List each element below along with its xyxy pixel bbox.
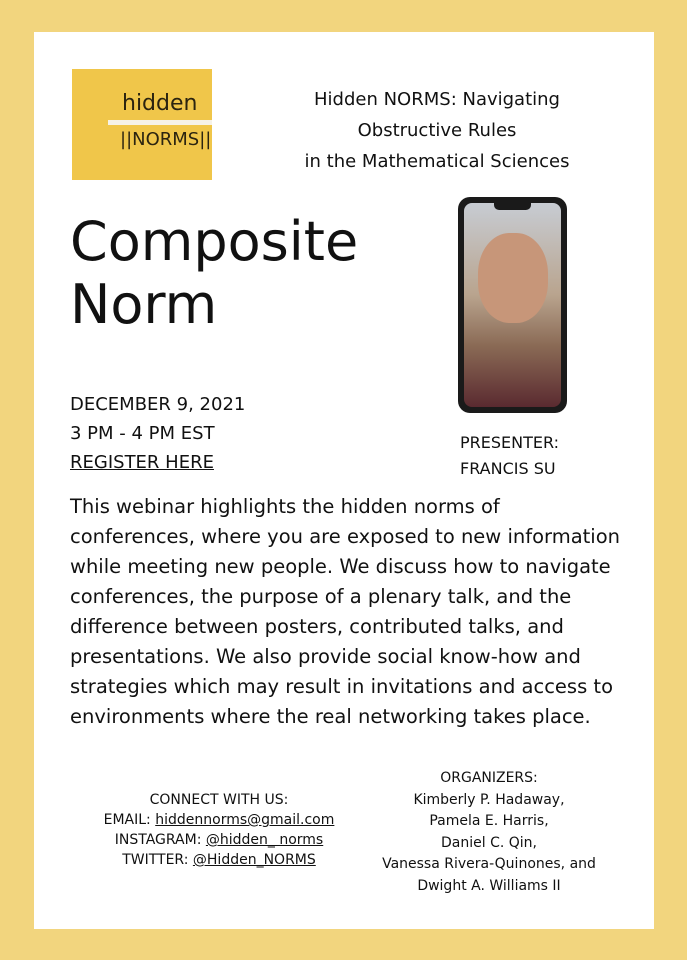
organizer-name: Pamela E. Harris, (429, 813, 549, 829)
presenter-name: FRANCIS SU (460, 459, 556, 478)
organizer-name: Dwight A. Williams II (417, 877, 561, 894)
organizers-heading: ORGANIZERS: (440, 770, 538, 786)
description: This webinar highlights the hidden norms of conferences, where you are exposed to new information while meeting new people. We discuss how to navigate conferences, the purpose of a plenary talk, and the difference between posters, contributed talks, and presentations. We also provide social know-how and strategies which may result in invitations and access to environments where the real networking takes place. (70, 495, 620, 728)
organizer-name: Vanessa Rivera-Quinones, and (382, 856, 596, 872)
pencil-icon (108, 120, 212, 125)
presenter-label: PRESENTER: (460, 433, 560, 452)
title-line: Composite (70, 210, 359, 273)
connect-heading: CONNECT WITH US: (149, 792, 289, 808)
title-line: Norm (70, 273, 218, 336)
connect-section (74, 790, 364, 870)
email-label: EMAIL: (103, 812, 156, 828)
event-details (70, 390, 245, 477)
email-link[interactable]: hiddennorms@gmail.com (155, 812, 335, 828)
register-link[interactable]: REGISTER HERE (70, 452, 214, 473)
twitter-link[interactable]: @Hidden_NORMS (192, 852, 316, 868)
instagram-label: INSTAGRAM: (114, 832, 206, 848)
presenter-photo-phone (458, 197, 567, 413)
presenter-info (460, 430, 559, 482)
hidden-norms-logo (72, 69, 212, 180)
twitter-label: TWITTER: (122, 852, 193, 868)
series-title (272, 84, 602, 177)
instagram-link[interactable]: @hidden_ norms (205, 832, 324, 848)
series-line: Hidden NORMS: Navigating (314, 89, 560, 110)
presenter-face (478, 233, 548, 323)
presenter-photo (464, 203, 561, 407)
organizer-name: Daniel C. Qin, (441, 834, 537, 851)
page-title (70, 210, 358, 336)
event-time: 3 PM - 4 PM EST (70, 423, 215, 444)
organizer-name: Kimberly P. Hadaway, (413, 791, 565, 808)
flyer (34, 32, 654, 929)
organizers-section (364, 768, 614, 897)
event-date: DECEMBER 9, 2021 (70, 394, 246, 415)
logo-text: hidden (122, 91, 198, 116)
series-line: Obstructive Rules (357, 120, 517, 141)
logo-text-norms: ||NORMS|| (120, 129, 212, 150)
phone-notch (494, 203, 531, 210)
series-line: in the Mathematical Sciences (304, 151, 570, 172)
